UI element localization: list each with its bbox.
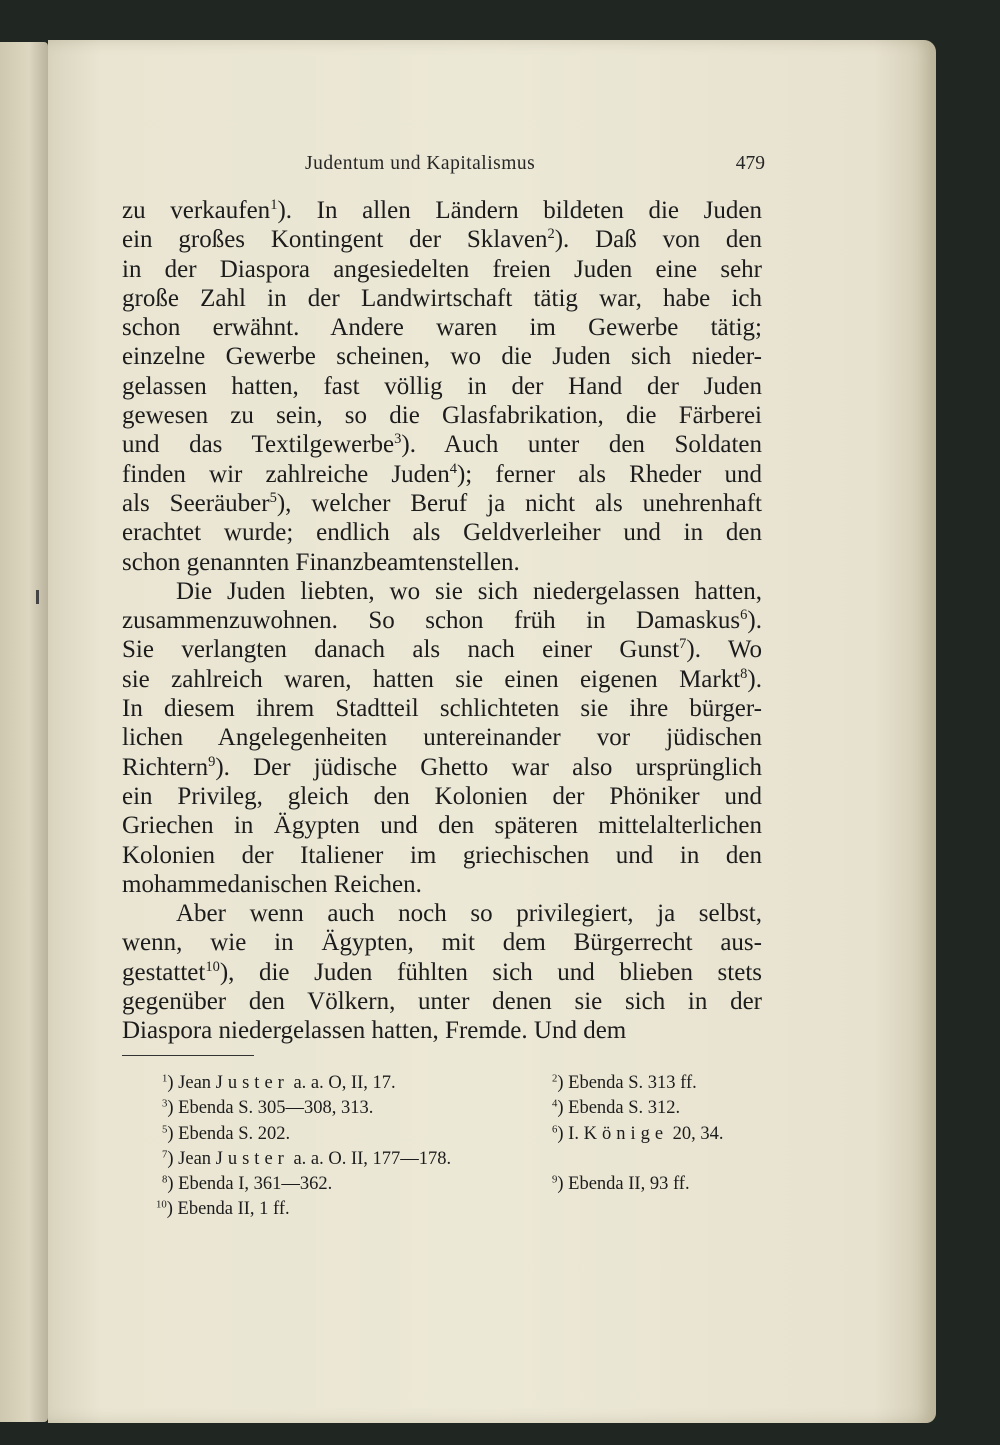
body-text (122, 196, 762, 1046)
footnote: $^3$) Ebenda S. 305—308, 313. (162, 1097, 374, 1119)
footnote-number: 2 (552, 1072, 558, 1085)
text-segment: finden wir zahlreiche Juden (122, 460, 450, 488)
text-line (122, 665, 762, 694)
footnote-text: Ebenda II, 1 ff. (177, 1199, 290, 1220)
text-line (122, 489, 762, 518)
footnote-text: a. a. O, II, 17. (288, 1073, 396, 1093)
footnote-text: 20, 34. (668, 1123, 724, 1144)
footnote-number: 7 (162, 1148, 168, 1161)
text-segment: gestattet (122, 958, 206, 986)
footnote-marker: 8 (740, 665, 748, 682)
footnote-number: 1 (162, 1072, 168, 1085)
footnote: $^{10}$) Ebenda II, 1 ff. (156, 1198, 290, 1220)
text-segment: ). Auch unter den Soldaten (401, 431, 762, 459)
text-segment: ). (747, 665, 762, 693)
footnote: $^4$) Ebenda S. 312. (552, 1097, 681, 1119)
text-segment: gewesen zu sein, so die Glasfabrikation, die Färberei (122, 402, 762, 430)
text-segment: ein Privileg, gleich den Kolonien der Phöniker und (122, 782, 762, 810)
text-segment: Die Juden liebten, wo sie sich niedergelassen hatten, (176, 577, 762, 605)
text-segment: einzelne Gewerbe scheinen, wo die Juden sich nieder- (122, 343, 762, 371)
text-line (122, 635, 762, 664)
text-segment: ). Der jüdische Ghetto war also ursprünglich (215, 753, 762, 781)
footnote-text: Jean (178, 1073, 216, 1093)
footnote-number: 4 (552, 1097, 558, 1110)
text-segment: und das Textilgewerbe (122, 431, 395, 459)
text-segment: ); ferner als Rheder und (456, 460, 762, 488)
footnote-row (122, 1147, 762, 1172)
text-segment: ein großes Kontingent der Sklaven (122, 226, 548, 254)
footnote-number: 9 (552, 1173, 558, 1186)
footnote: $^2$) Ebenda S. 313 ff. (552, 1072, 697, 1093)
footnote-row (122, 1172, 762, 1197)
footnote-text: Ebenda I, 361—362. (178, 1174, 333, 1195)
footnote-text: Ebenda S. 312. (568, 1098, 681, 1119)
author-name: Könige (583, 1123, 669, 1144)
footnote-marker: 10 (205, 958, 220, 975)
text-line (122, 1016, 762, 1045)
footnote-number: 5 (162, 1122, 168, 1135)
text-line (122, 372, 762, 401)
text-line (122, 460, 762, 489)
text-segment: zusammenzuwohnen. So schon früh in Damaskus (122, 607, 741, 635)
text-segment: Sie verlangten danach als nach einer Gunst (122, 636, 680, 664)
footnotes (122, 1071, 762, 1223)
footnote-marker: 9 (208, 753, 216, 770)
text-segment: als Seeräuber (122, 489, 270, 517)
text-segment: schon genannten Finanzbeamtenstellen. (122, 548, 520, 576)
text-line (122, 284, 762, 313)
text-segment: ). Wo (686, 636, 762, 664)
footnote: $^9$) Ebenda II, 93 ff. (552, 1173, 690, 1195)
footnote-text: a. a. O. II, 177—178. (288, 1148, 452, 1169)
text-segment: Aber wenn auch noch so privilegiert, ja selbst, (176, 900, 762, 928)
text-segment: ). In allen Ländern bildeten die Juden (277, 197, 762, 224)
text-line (122, 342, 762, 371)
text-line (122, 694, 762, 723)
text-line (122, 811, 762, 840)
text-segment: in der Diaspora angesiedelten freien Juden eine sehr (122, 255, 762, 283)
footnote-row (122, 1197, 762, 1222)
text-line (122, 518, 762, 547)
text-segment: ). (747, 607, 762, 635)
text-line (122, 899, 762, 928)
footnote: $^1$) Jean Juster a. a. O, II, 17. (162, 1072, 396, 1093)
footnote-row (122, 1096, 762, 1121)
text-line (122, 870, 762, 899)
footnote-marker: 5 (269, 489, 277, 506)
text-segment: sie zahlreich waren, hatten sie einen eigenen Markt (122, 665, 741, 693)
text-segment: wenn, wie in Ägypten, mit dem Bürgerrecht aus- (122, 929, 762, 957)
footnote-marker: 6 (740, 607, 748, 624)
page-mark (36, 590, 39, 604)
text-line (122, 928, 762, 957)
running-title: Judentum und Kapitalismus (305, 153, 536, 174)
text-line (122, 548, 762, 577)
footnote: $^7$) Jean Juster a. a. O. II, 177—178. (162, 1148, 452, 1169)
text-line (122, 987, 762, 1016)
text-segment: zu verkaufen (122, 197, 271, 224)
text-line (122, 723, 762, 752)
text-segment: ). Daß von den (554, 226, 762, 254)
footnote: $^6$) I. Könige 20, 34. (552, 1122, 724, 1144)
text-segment: erachtet wurde; endlich als Geldverleiher und in den (122, 519, 762, 547)
text-segment: Kolonien der Italiener im griechischen und in den (122, 841, 762, 869)
footnote-text: Jean (178, 1148, 216, 1169)
author-name: Juster (215, 1073, 289, 1093)
footnote-text: Ebenda II, 93 ff. (568, 1174, 690, 1195)
footnote: $^5$) Ebenda S. 202. (162, 1122, 291, 1144)
text-line (122, 577, 762, 606)
text-line (122, 958, 762, 987)
page-number: 479 (735, 153, 765, 174)
footnote-row (122, 1122, 762, 1147)
footnote-text: Ebenda S. 202. (178, 1123, 291, 1144)
footnote-marker: 4 (449, 460, 457, 477)
footnote: $^8$) Ebenda I, 361—362. (162, 1173, 333, 1195)
footnote-number: 10 (156, 1198, 167, 1211)
footnote-number: 3 (162, 1097, 168, 1110)
text-segment: Griechen in Ägypten und den späteren mittelalterlichen (122, 812, 762, 840)
text-segment: lichen Angelegenheiten untereinander vor jüdischen (122, 724, 762, 752)
footnote-row (122, 1071, 762, 1096)
text-segment: schon erwähnt. Andere waren im Gewerbe tätig; (122, 314, 762, 342)
text-line (122, 225, 762, 254)
footnote-number: 6 (552, 1122, 558, 1135)
text-line (122, 782, 762, 811)
text-line (122, 196, 762, 225)
text-segment: ), die Juden fühlten sich und blieben stets (219, 958, 762, 986)
text-line (122, 606, 762, 635)
footnote-number: 8 (162, 1173, 168, 1186)
text-segment: gelassen hatten, fast völlig in der Hand der Juden (122, 372, 762, 400)
facing-page-edge (0, 42, 48, 1422)
text-segment: gegenüber den Völkern, unter denen sie sich in der (122, 988, 762, 1016)
text-line (122, 313, 762, 342)
text-segment: mohammedanischen Reichen. (122, 870, 422, 898)
text-line (122, 255, 762, 284)
text-segment: Richtern (122, 753, 209, 781)
text-line (122, 401, 762, 430)
footnote-marker: 2 (547, 226, 555, 243)
footnote-text: Ebenda S. 305—308, 313. (178, 1098, 374, 1119)
text-line (122, 841, 762, 870)
running-header (305, 153, 765, 181)
footnote-text: I. (568, 1123, 584, 1144)
text-segment: große Zahl in der Landwirtschaft tätig war, habe ich (122, 284, 762, 312)
footnote-rule (122, 1055, 254, 1056)
text-segment: In diesem ihrem Stadtteil schlichteten sie ihre bürger- (122, 695, 762, 723)
footnote-text: Ebenda S. 313 ff. (568, 1073, 697, 1093)
footnote-marker: 3 (394, 431, 402, 448)
text-segment: ), welcher Beruf ja nicht als unehrenhaft (276, 489, 762, 517)
footnote-marker: 1 (270, 197, 278, 214)
text-line (122, 753, 762, 782)
text-line (122, 430, 762, 459)
author-name: Juster (215, 1148, 289, 1169)
footnote-marker: 7 (679, 636, 687, 653)
text-segment: Diaspora niedergelassen hatten, Fremde. Und dem (122, 1017, 627, 1045)
